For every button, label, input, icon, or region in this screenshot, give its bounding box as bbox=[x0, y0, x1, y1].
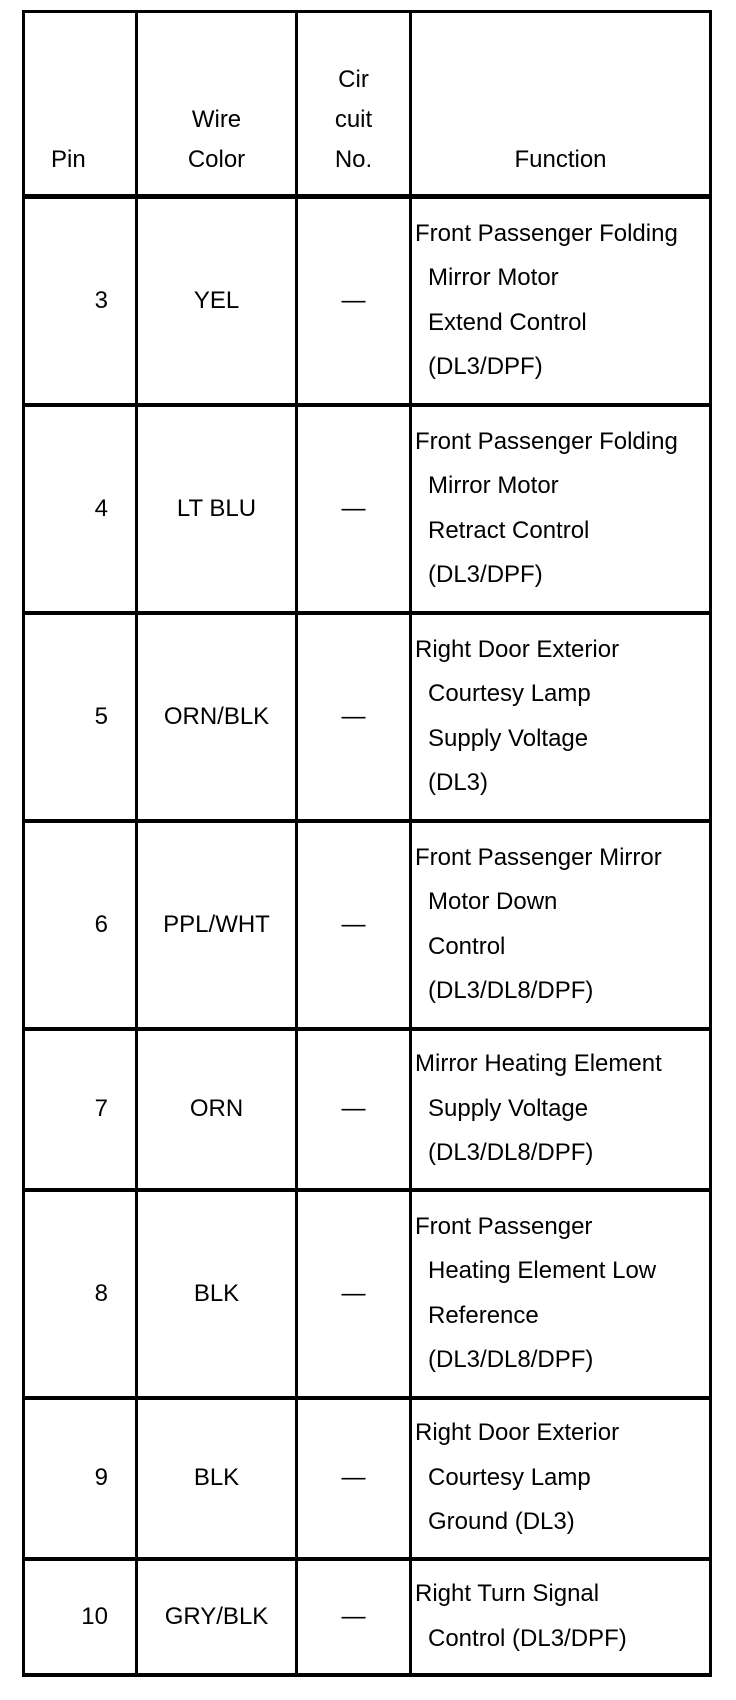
pin-cell: 9 bbox=[24, 1398, 137, 1559]
function-line: Front Passenger Folding bbox=[415, 219, 678, 247]
function-cell bbox=[411, 821, 711, 1029]
function-line: (DL3) bbox=[428, 769, 489, 796]
function-line: (DL3/DPF) bbox=[428, 561, 543, 588]
circuit-no-cell: — bbox=[297, 613, 411, 821]
table-row bbox=[24, 1029, 711, 1190]
wire-color-cell: ORN bbox=[137, 1029, 297, 1190]
table-row bbox=[24, 613, 711, 821]
circuit-no-cell: — bbox=[297, 1559, 411, 1675]
wire-color-cell: BLK bbox=[137, 1190, 297, 1398]
table-row bbox=[24, 405, 711, 613]
function-line: Ground (DL3) bbox=[428, 1508, 575, 1536]
function-line: Mirror Motor bbox=[428, 264, 559, 292]
function-line: Front Passenger Mirror bbox=[415, 843, 662, 871]
wire-color-cell: GRY/BLK bbox=[137, 1559, 297, 1675]
function-line: Right Door Exterior bbox=[415, 635, 620, 663]
function-line: (DL3/DL8/DPF) bbox=[428, 977, 594, 1004]
table-row bbox=[24, 1398, 711, 1559]
pin-cell: 8 bbox=[24, 1190, 137, 1398]
function-line: Courtesy Lamp bbox=[428, 680, 591, 707]
function-cell bbox=[411, 1029, 711, 1190]
function-line: (DL3/DL8/DPF) bbox=[428, 1139, 594, 1167]
function-cell bbox=[411, 1559, 711, 1675]
function-cell bbox=[411, 1190, 711, 1398]
function-line: Control bbox=[428, 932, 506, 960]
table-row bbox=[24, 1559, 711, 1675]
circuit-no-cell: — bbox=[297, 405, 411, 613]
table-row bbox=[24, 821, 711, 1029]
function-cell bbox=[411, 613, 711, 821]
header-pin: Pin bbox=[24, 12, 137, 197]
function-line: Supply Voltage bbox=[428, 724, 589, 752]
pin-cell: 6 bbox=[24, 821, 137, 1029]
function-line: Heating Element Low bbox=[428, 1257, 657, 1284]
circuit-no-cell: — bbox=[297, 1398, 411, 1559]
table-row bbox=[24, 1190, 711, 1398]
pin-cell: 7 bbox=[24, 1029, 137, 1190]
header-wire-color: Wire Color bbox=[137, 12, 297, 197]
circuit-no-cell: — bbox=[297, 1029, 411, 1190]
function-cell bbox=[411, 405, 711, 613]
wire-color-cell: ORN/BLK bbox=[137, 613, 297, 821]
function-line: Reference bbox=[428, 1301, 539, 1329]
function-line: Supply Voltage bbox=[428, 1094, 589, 1122]
function-line: Right Turn Signal bbox=[415, 1580, 600, 1607]
function-line: Control (DL3/DPF) bbox=[428, 1624, 627, 1652]
header-function: Function bbox=[411, 12, 711, 197]
function-line: Front Passenger Folding bbox=[415, 427, 678, 455]
function-line: Mirror Heating Element bbox=[415, 1050, 662, 1078]
pin-cell: 3 bbox=[24, 197, 137, 405]
function-line: Mirror Motor bbox=[428, 472, 559, 499]
function-line: Right Door Exterior bbox=[415, 1419, 620, 1447]
connector-pin-table bbox=[22, 10, 712, 1677]
circuit-no-cell: — bbox=[297, 197, 411, 405]
wire-color-cell: LT BLU bbox=[137, 405, 297, 613]
function-cell bbox=[411, 197, 711, 405]
wire-color-cell: BLK bbox=[137, 1398, 297, 1559]
pin-cell: 10 bbox=[24, 1559, 137, 1675]
wire-color-cell: PPL/WHT bbox=[137, 821, 297, 1029]
function-line: (DL3/DPF) bbox=[428, 353, 543, 381]
circuit-no-cell: — bbox=[297, 1190, 411, 1398]
table-row bbox=[24, 197, 711, 405]
header-circuit-no: Cir cuit No. bbox=[297, 12, 411, 197]
pin-cell: 4 bbox=[24, 405, 137, 613]
function-line: Front Passenger bbox=[415, 1212, 593, 1240]
table-header-row bbox=[24, 12, 711, 197]
function-line: Retract Control bbox=[428, 516, 590, 544]
function-line: Motor Down bbox=[428, 888, 558, 915]
circuit-no-cell: — bbox=[297, 821, 411, 1029]
function-line: Extend Control bbox=[428, 308, 587, 336]
wire-color-cell: YEL bbox=[137, 197, 297, 405]
function-cell bbox=[411, 1398, 711, 1559]
function-line: (DL3/DL8/DPF) bbox=[428, 1346, 594, 1373]
pin-cell: 5 bbox=[24, 613, 137, 821]
function-line: Courtesy Lamp bbox=[428, 1463, 591, 1491]
